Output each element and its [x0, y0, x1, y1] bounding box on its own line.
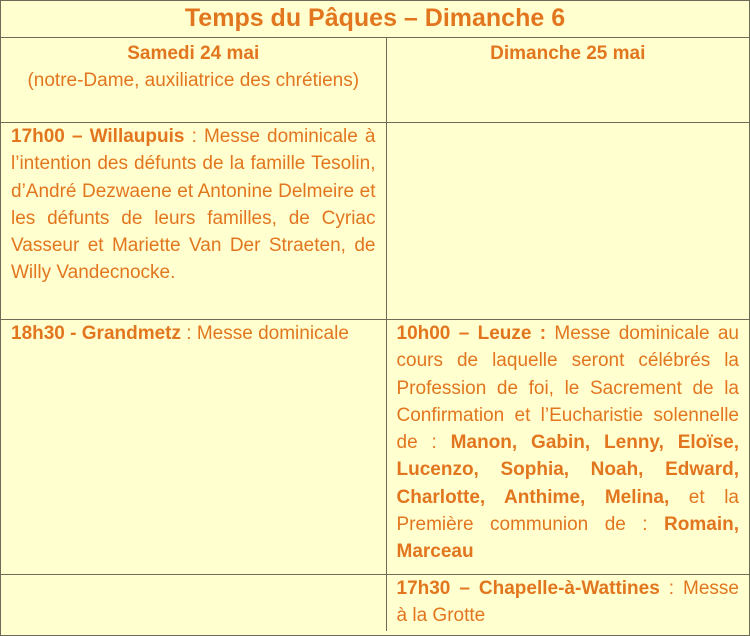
mass-place: Willaupuis [89, 126, 185, 147]
mass-time-place: 10h00 – Leuze : [396, 323, 547, 344]
communion-text: et la Première communion de : [396, 486, 739, 536]
schedule-cell-willaupuis [1, 123, 386, 320]
column-header-saturday [1, 38, 386, 123]
column-header-sunday [386, 38, 749, 123]
time-separator: - [64, 323, 82, 344]
mass-description: : Messe dominicale à l’intention des défunts de la famille Tesolin, d’André Dezwaene et Antonine Delmeire et les défunts de leurs familles, de Cyriac Vasseur et Mariette Van Der Straeten, de Willy Vandecnocke. [11, 126, 376, 284]
mass-schedule-table [1, 1, 749, 631]
mass-time: 18h30 [11, 323, 65, 344]
mass-description: : Messe dominicale [181, 323, 349, 344]
sunday-date: Dimanche 25 mai [490, 43, 646, 64]
time-separator: – [450, 578, 479, 599]
mass-place: Chapelle-à-Wattines [478, 578, 660, 599]
schedule-cell-empty [386, 123, 749, 320]
mass-description: : Messe à la Grotte [396, 578, 739, 627]
schedule-cell-leuze [386, 320, 749, 575]
schedule-cell-empty [1, 575, 386, 632]
profession-names: Manon, Gabin, Lenny, Eloïse, Lucenzo, Sophia, Noah, Edward, Charlotte, Anthime, Melina, [396, 432, 739, 508]
schedule-cell-chapelle [386, 575, 749, 632]
mass-time: 17h00 [11, 126, 65, 147]
mass-time: 17h30 [396, 578, 451, 599]
communion-names: Romain, Marceau [396, 514, 739, 563]
time-separator: – [64, 126, 90, 147]
saturday-date: Samedi 24 mai [127, 43, 260, 64]
saturday-feast-note: (notre-Dame, auxiliatrice des chrétiens) [27, 70, 360, 91]
mass-description: Messe dominicale au cours de laquelle seront célébrés la Profession de foi, le Sacrement de la Confirmation et l’Eucharistie solennelle de : [396, 323, 739, 454]
schedule-cell-grandmetz [1, 320, 386, 575]
page-title: Temps du Pâques – Dimanche 6 [1, 1, 749, 38]
mass-place: Grandmetz [81, 323, 182, 344]
